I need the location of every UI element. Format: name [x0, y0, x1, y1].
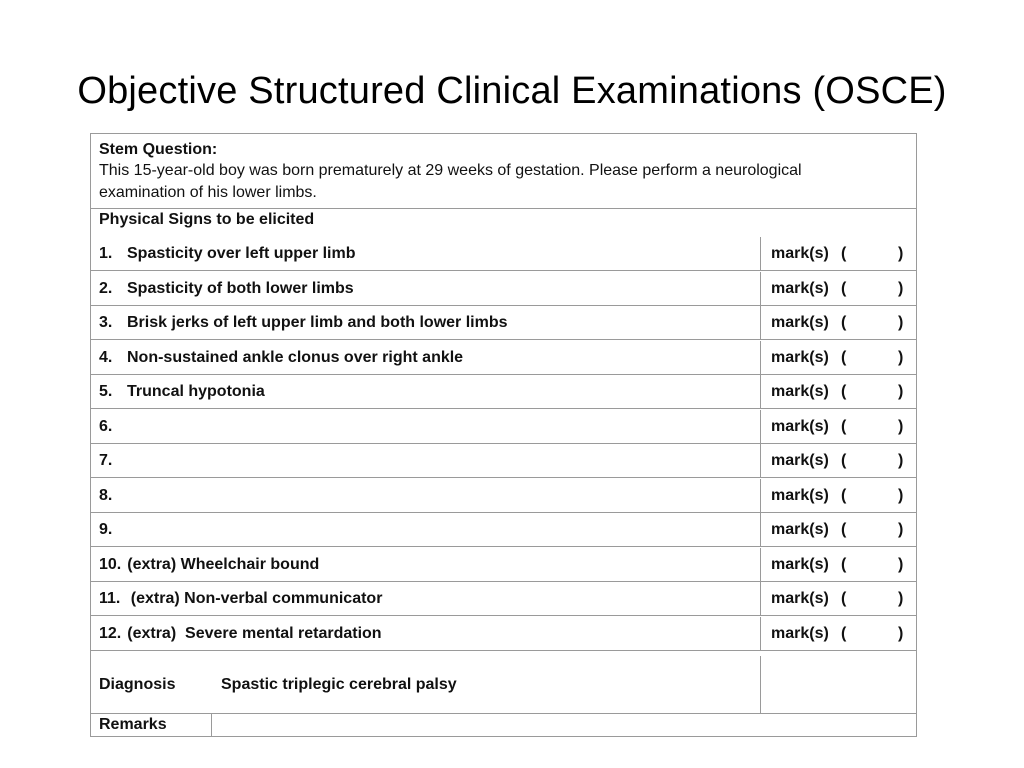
sign-number: 8.	[99, 486, 113, 504]
marks-entry-field[interactable]	[853, 519, 893, 541]
stem-question-title: Stem Question:	[99, 141, 218, 158]
sign-number: 9.	[99, 521, 113, 538]
marks-close-paren: )	[898, 348, 904, 366]
sign-number: 12.	[99, 624, 122, 642]
marks-close-paren: )	[898, 245, 904, 262]
sign-text	[99, 556, 319, 574]
sign-description: (extra) Non-verbal communicator	[126, 590, 383, 607]
marks-label: mark(s)	[771, 348, 829, 366]
sign-text	[99, 521, 127, 539]
marks-entry-field[interactable]	[853, 416, 893, 438]
marks-close-paren: )	[898, 314, 904, 331]
sign-text	[99, 487, 127, 505]
marks-cell	[760, 375, 918, 408]
marks-entry-field[interactable]	[853, 347, 893, 369]
sign-row	[91, 306, 916, 340]
marks-cell	[760, 479, 918, 512]
marks-open-paren: (	[841, 590, 847, 607]
physical-signs-header: Physical Signs to be elicited	[99, 211, 315, 228]
marks-entry-field[interactable]	[853, 485, 893, 507]
marks-open-paren: (	[841, 245, 847, 262]
marks-entry-field[interactable]	[853, 312, 893, 334]
sign-number: 11.	[99, 590, 121, 607]
sign-number: 2.	[99, 279, 113, 297]
marks-cell	[760, 617, 918, 650]
stem-question-text-line-2: examination of his lower limbs.	[99, 184, 317, 201]
marks-open-paren: (	[841, 452, 847, 469]
marks-cell	[760, 341, 918, 374]
remarks-row	[91, 714, 916, 736]
marks-label: mark(s)	[771, 452, 829, 469]
remarks-divider	[211, 714, 212, 736]
marks-close-paren: )	[898, 383, 904, 400]
marks-entry-field[interactable]	[853, 554, 893, 576]
marks-cell	[760, 582, 918, 615]
sign-number: 3.	[99, 314, 113, 331]
marks-entry-field[interactable]	[853, 588, 893, 610]
marks-label: mark(s)	[771, 314, 829, 331]
osce-form	[90, 133, 917, 737]
sign-row	[91, 582, 916, 616]
sign-text	[99, 245, 356, 263]
sign-row	[91, 237, 916, 271]
sign-text	[99, 625, 382, 643]
stem-question-text-line-1: This 15-year-old boy was born prematurely at 29 weeks of gestation. Please perform a neurological	[99, 162, 802, 179]
sign-number: 7.	[99, 452, 113, 469]
marks-open-paren: (	[841, 555, 847, 573]
stem-question-section	[91, 134, 916, 209]
marks-close-paren: )	[898, 452, 904, 469]
marks-open-paren: (	[841, 624, 847, 642]
marks-label: mark(s)	[771, 279, 829, 297]
marks-label: mark(s)	[771, 624, 829, 642]
sign-text	[99, 418, 127, 436]
marks-open-paren: (	[841, 486, 847, 504]
marks-cell	[760, 306, 918, 339]
marks-close-paren: )	[898, 521, 904, 538]
sign-description: (extra) Severe mental retardation	[127, 624, 382, 642]
diagnosis-row	[91, 656, 916, 714]
sign-description: Spasticity of both lower limbs	[127, 279, 354, 297]
marks-close-paren: )	[898, 279, 904, 297]
marks-entry-field[interactable]	[853, 623, 893, 645]
sign-number: 10.	[99, 555, 122, 573]
sign-text	[99, 383, 265, 401]
marks-cell	[760, 272, 918, 305]
marks-cell	[760, 444, 918, 477]
sign-text	[99, 314, 508, 332]
sign-number: 4.	[99, 348, 113, 366]
sign-row	[91, 272, 916, 306]
marks-open-paren: (	[841, 383, 847, 400]
marks-cell	[760, 237, 918, 270]
marks-open-paren: (	[841, 348, 847, 366]
marks-entry-field[interactable]	[853, 381, 893, 403]
marks-label: mark(s)	[771, 555, 829, 573]
marks-open-paren: (	[841, 279, 847, 297]
sign-number: 1.	[99, 245, 113, 262]
sign-number: 5.	[99, 383, 113, 400]
diagnosis-label: Diagnosis	[99, 676, 176, 693]
diagnosis-divider	[760, 656, 761, 713]
marks-cell	[760, 410, 918, 443]
marks-close-paren: )	[898, 624, 904, 642]
sign-text	[99, 349, 463, 367]
sign-row	[91, 479, 916, 513]
marks-cell	[760, 548, 918, 581]
sign-description: Spasticity over left upper limb	[127, 245, 356, 262]
slide-title: Objective Structured Clinical Examinations (OSCE)	[77, 70, 947, 112]
sign-description: Non-sustained ankle clonus over right ankle	[127, 348, 464, 366]
marks-open-paren: (	[841, 314, 847, 331]
sign-row	[91, 548, 916, 582]
marks-label: mark(s)	[771, 486, 829, 504]
sign-text	[99, 452, 127, 470]
sign-number: 6.	[99, 417, 113, 435]
marks-label: mark(s)	[771, 521, 829, 538]
remarks-label: Remarks	[99, 716, 167, 733]
marks-entry-field[interactable]	[853, 243, 893, 265]
sign-description: (extra) Wheelchair bound	[127, 555, 320, 573]
sign-row	[91, 375, 916, 409]
sign-row	[91, 341, 916, 375]
sign-description: Brisk jerks of left upper limb and both lower limbs	[127, 314, 508, 331]
sign-description: Truncal hypotonia	[127, 383, 265, 400]
sign-row	[91, 513, 916, 547]
marks-label: mark(s)	[771, 417, 829, 435]
sign-row	[91, 410, 916, 444]
marks-cell	[760, 513, 918, 546]
diagnosis-value: Spastic triplegic cerebral palsy	[221, 676, 457, 693]
sign-row	[91, 617, 916, 651]
marks-close-paren: )	[898, 417, 904, 435]
marks-open-paren: (	[841, 521, 847, 538]
marks-close-paren: )	[898, 590, 904, 607]
sign-row	[91, 444, 916, 478]
marks-entry-field[interactable]	[853, 278, 893, 300]
marks-label: mark(s)	[771, 383, 829, 400]
marks-label: mark(s)	[771, 245, 829, 262]
sign-text	[99, 280, 354, 298]
sign-text	[99, 590, 382, 608]
marks-entry-field[interactable]	[853, 450, 893, 472]
marks-close-paren: )	[898, 555, 904, 573]
marks-label: mark(s)	[771, 590, 829, 607]
marks-close-paren: )	[898, 486, 904, 504]
marks-open-paren: (	[841, 417, 847, 435]
